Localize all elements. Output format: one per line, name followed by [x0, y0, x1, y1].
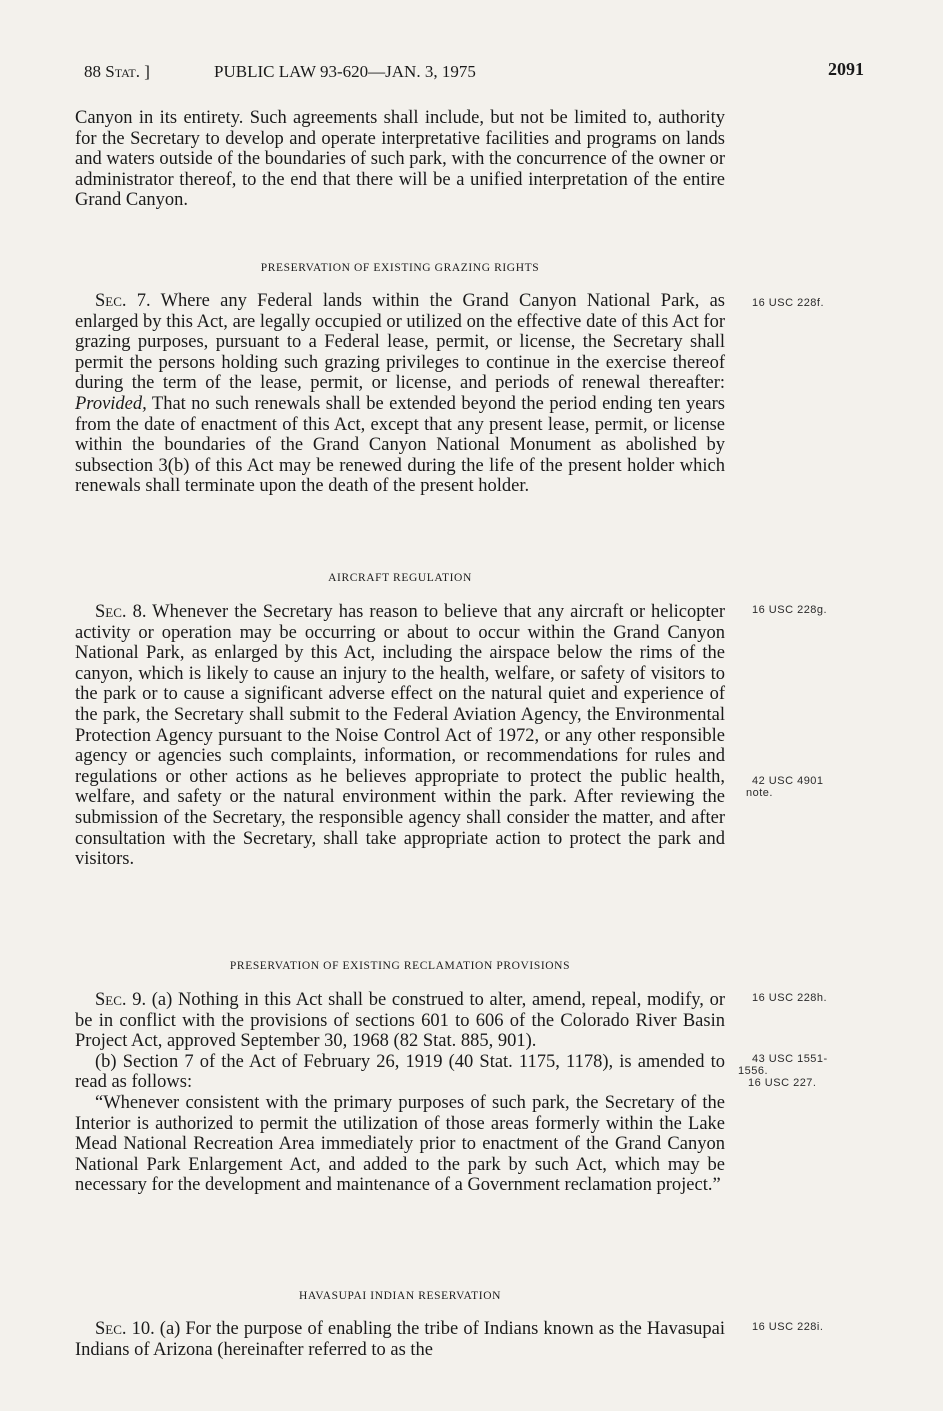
sec7-body	[75, 291, 725, 497]
law-title: PUBLIC LAW 93-620—JAN. 3, 1975	[214, 62, 476, 81]
sec8-text: Whenever the Secretary has reason to believe that any aircraft or helicopter activity or operation may be occurring or about to occur within the Grand Canyon National Park, as enlarged by this Act, including the airspace below the rims of the canyon, which is likely to cause an injury to the health, welfare, or safety of visitors to the park or to cause a significant adverse effect on the natural quiet and experience of the park, the Secretary shall submit to the Federal Aviation Agency, the Environmental Protection Agency pursuant to the Noise Control Act of 1972, or any other responsible agency or agencies such complaints, information, or recommendations for rules and regulations or other actions as he believes appropriate to protect the public health, welfare, and safety or the natural environment within the park. After reviewing the submission of the Secretary, the responsible agency shall consider the matter, and after consultation with the Secretary, shall take appropriate action to protect the park and visitors.	[75, 602, 725, 870]
sec10-heading: HAVASUPAI INDIAN RESERVATION	[298, 1290, 502, 1302]
sec7-proviso: Provided,	[75, 393, 147, 414]
sec9-text-a: (a) Nothing in this Act shall be construed to alter, amend, repeal, modify, or be in conflict with the provisions of sections 601 to 606 of the Colorado River Basin Project Act, approved September 30, 1968 (82 Stat. 885, 901).	[75, 990, 725, 1052]
sec7-heading: PRESERVATION OF EXISTING GRAZING RIGHTS	[260, 262, 540, 274]
sec9-body	[75, 990, 725, 1196]
sec8-heading: AIRCRAFT REGULATION	[328, 572, 472, 584]
sec9-quote: “Whenever consistent with the primary purposes of such park, the Secretary of the Interior is authorized to permit the utilization of those areas formerly within the Lake Mead National Recreation Area immediately prior to enactment of the Grand Canyon National Park Enlargement Act, and added to the park by such Act, which may be necessary for the development and maintenance of a Government reclamation project.”	[75, 1092, 725, 1196]
sec8-label: Sec. 8.	[95, 602, 147, 622]
intro-paragraph	[75, 108, 725, 211]
sec8-body	[75, 602, 725, 870]
sec9-margin-note-3: 16 USC 227.	[748, 1077, 817, 1089]
sec7-text-a: Where any Federal lands within the Grand Canyon National Park, as enlarged by this Act, are legally occupied or utilized on the effective date of this Act for grazing purposes, pursuant to a Federal lease, permit, or license, the Secretary shall permit the persons holding such grazing privileges to continue in the exercise thereof during the term of the lease, permit, or license, and periods of renewal thereafter:	[75, 291, 725, 394]
sec10-text: (a) For the purpose of enabling the tribe of Indians known as the Havasupai Indians of Arizona (hereinafter referred to as the	[75, 1319, 725, 1360]
sec9-note2-line1: 43 USC 1551-	[752, 1053, 828, 1065]
sec7-label: Sec. 7.	[95, 291, 151, 311]
intro-text: Canyon in its entirety. Such agreements shall include, but not be limited to, authority for the Secretary to develop and operate interpretative facilities and programs on lands and waters outside of the boundaries of such park, with the concurrence of the owner or administrator thereof, to the end that there will be a unified interpretation of the entire Grand Canyon.	[75, 108, 725, 211]
page-header	[84, 59, 864, 86]
sec10-body	[75, 1319, 725, 1360]
sec9-margin-note-2	[738, 1053, 828, 1089]
sec7-text-b: That no such renewals shall be extended beyond the period ending ten years from the date of enactment of this Act, except that any present lease, permit, or license within the boundaries of the Grand Canyon National Monument as abolished by subsection 3(b) of this Act may be renewed during the life of the present holder which renewals shall terminate upon the death of the present holder.	[75, 393, 725, 497]
sec10-label: Sec. 10.	[95, 1319, 155, 1339]
sec9-note2-line2: 1556.	[738, 1065, 769, 1077]
page-number: 2091	[828, 59, 864, 79]
sec8-margin-note-2	[746, 775, 824, 799]
sec7-margin-note: 16 USC 228f.	[752, 297, 825, 309]
sec9-text-b: (b) Section 7 of the Act of February 26, 1919 (40 Stat. 1175, 1178), is amended to read as follows:	[75, 1051, 725, 1093]
sec8-margin-note: 16 USC 228g.	[752, 604, 828, 616]
sec9-margin-note: 16 USC 228h.	[752, 992, 828, 1004]
sec9-label: Sec. 9.	[95, 990, 147, 1010]
sec8-note2-line2: note.	[746, 787, 773, 799]
sec8-note2-line1: 42 USC 4901	[752, 775, 824, 787]
sec9-heading: PRESERVATION OF EXISTING RECLAMATION PROVISIONS	[229, 960, 571, 972]
sec10-margin-note: 16 USC 228i.	[752, 1321, 824, 1333]
stat-reference: 88 Stat. ]	[84, 62, 150, 81]
